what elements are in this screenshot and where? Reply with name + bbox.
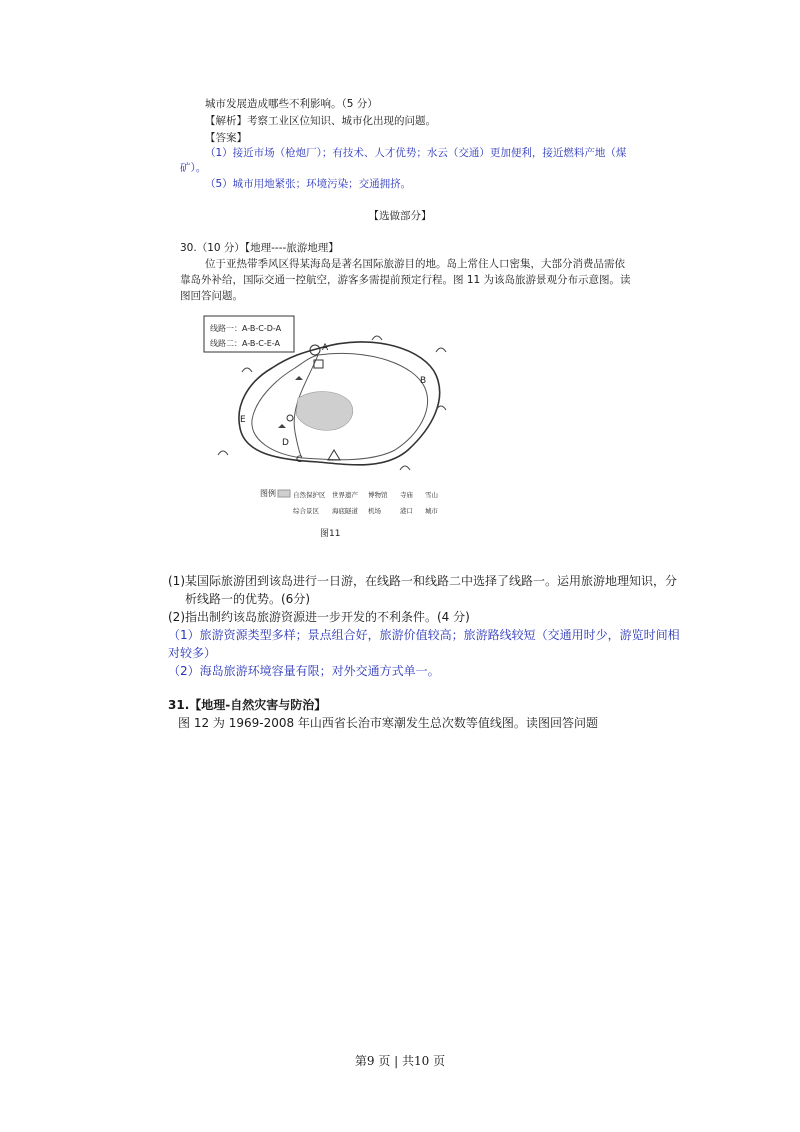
port-icon (242, 368, 252, 372)
sub-question: (1)某国际旅游团到该岛进行一日游，在线路一和线路二中选择了线路一。运用旅游地理知识，分 (168, 574, 678, 588)
text-line: 城市发展造成哪些不利影响。（5 分） (205, 98, 378, 110)
answer-line: （1）旅游资源类型多样；景点组合好，旅游价值较高；旅游路线较短（交通用时少，游览时间相 (168, 628, 680, 642)
legend-title: 图例 (260, 489, 276, 498)
answer-line: （5）城市用地紧张；环境污染；交通拥挤。 (205, 178, 412, 190)
legend-item: 博物馆 (368, 491, 388, 499)
point-d-label: D (282, 438, 289, 448)
nature-reserve-swatch (278, 490, 290, 497)
sub-question: 析线路一的优势。(6分) (185, 592, 310, 606)
question-text: 靠岛外补给，国际交通一控航空，游客多需提前预定行程。图 11 为该岛旅游景观分布示意图。读 (180, 274, 631, 286)
legend-item: 寺庙 (400, 491, 413, 499)
question-text: 图 12 为 1969-2008 年山西省长治市寒潮发生总次数等值线图。读图回答问题 (178, 716, 598, 730)
legend-item: 自然保护区 (293, 491, 326, 499)
question-title: 31.【地理-自然灾害与防治】 (168, 698, 327, 712)
legend-item: 世界遗产 (332, 491, 358, 499)
mountain-icon (328, 450, 340, 460)
route-two-label: 线路二：A-B-C-E-A (210, 339, 280, 348)
answer-label: 【答案】 (205, 132, 247, 144)
page-footer: 第9 页 | 共10 页 (354, 1054, 446, 1068)
point-c-label: C (296, 455, 303, 465)
port-icon (436, 348, 446, 352)
answer-line: 对较多） (168, 646, 217, 660)
nature-reserve-area (296, 392, 353, 431)
port-icon (372, 336, 382, 340)
world-heritage-icon (287, 415, 293, 421)
figure-caption: 图11 (320, 529, 341, 539)
question-text: 图回答问题。 (180, 290, 243, 302)
temple-icon (278, 424, 286, 428)
answer-line: （1）接近市场（枪炮厂）；有技术、人才优势；水云（交通）更加便利，接近燃料产地（煤 (205, 147, 627, 159)
route-one-label: 线路一：A-B-C-D-A (210, 324, 282, 333)
point-e-label: E (240, 415, 246, 425)
island-map (200, 310, 470, 545)
port-icon (400, 466, 410, 470)
sub-question: (2)指出制约该岛旅游资源进一步开发的不利条件。(4 分) (168, 610, 470, 624)
legend-item: 综合景区 (293, 507, 319, 515)
point-b-label: B (420, 376, 427, 386)
legend-item: 雪山 (425, 491, 438, 499)
legend-item: 城市 (425, 507, 438, 515)
answer-line: 矿）。 (180, 162, 207, 174)
optional-heading: 【选做部分】 (368, 210, 432, 222)
legend-item: 海底隧道 (332, 507, 358, 515)
legend-item: 机场 (368, 507, 381, 515)
temple-icon (295, 376, 303, 380)
answer-line: （2）海岛旅游环境容量有限；对外交通方式单一。 (168, 664, 440, 678)
legend-item: 港口 (400, 507, 413, 515)
analysis-line: 【解析】考察工业区位知识、城市化出现的问题。 (205, 115, 436, 127)
question-text: 位于亚热带季风区得某海岛是著名国际旅游目的地。岛上常住人口密集，大部分消费品需依 (205, 258, 625, 270)
question-title: 30.（10 分）【地理----旅游地理】 (180, 242, 339, 254)
port-icon (218, 451, 228, 455)
point-a-label: A (322, 343, 329, 353)
